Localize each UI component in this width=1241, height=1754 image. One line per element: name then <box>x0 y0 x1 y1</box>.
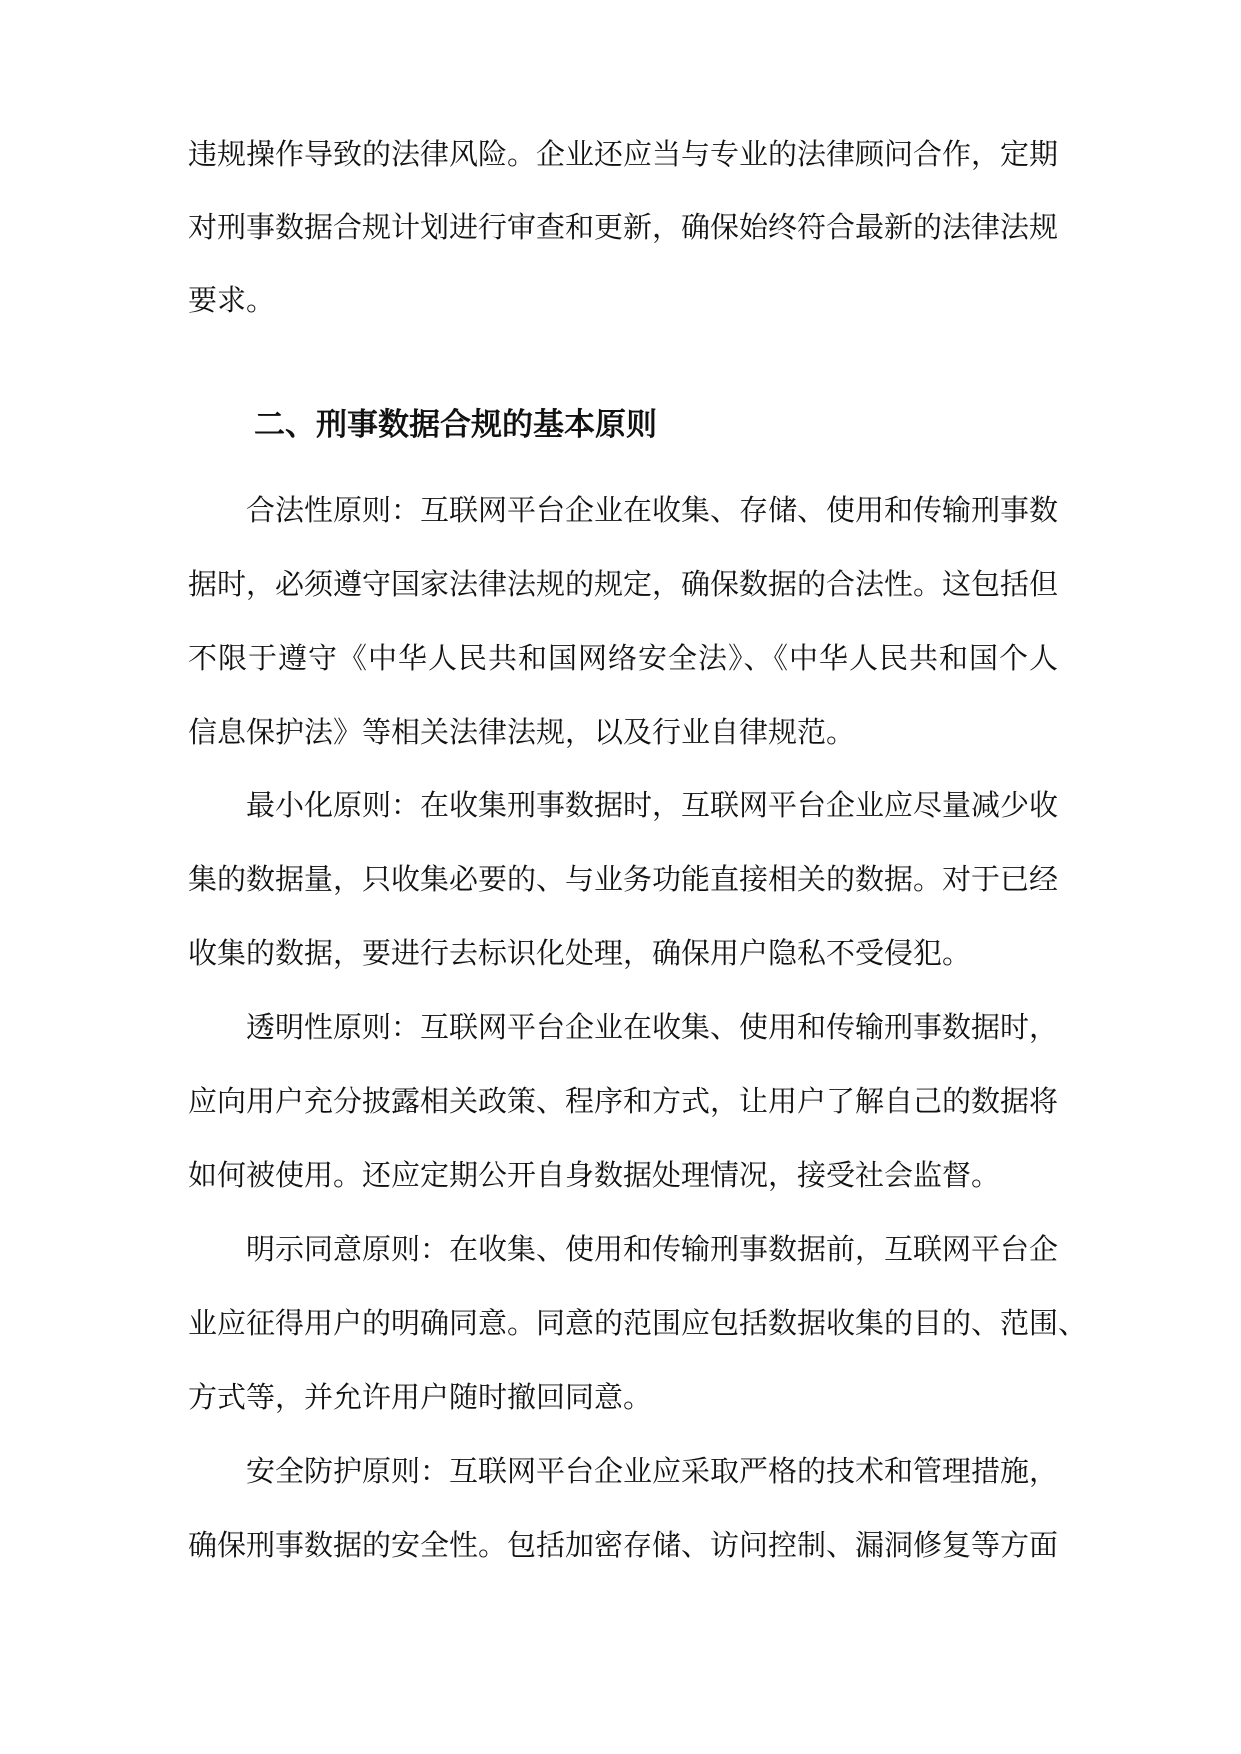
paragraph-3-line-2: 应向用户充分披露相关政策、程序和方式，让用户了解自己的数据将 <box>188 1084 1059 1118</box>
paragraph-5-line-1: 安全防护原则：互联网平台企业应采取严格的技术和管理措施， <box>246 1454 1059 1488</box>
intro-line-2: 对刑事数据合规计划进行审查和更新，确保始终符合最新的法律法规 <box>188 210 1059 244</box>
paragraph-3-line-3: 如何被使用。还应定期公开自身数据处理情况，接受社会监督。 <box>188 1158 1001 1192</box>
paragraph-3-line-1: 透明性原则：互联网平台企业在收集、使用和传输刑事数据时， <box>246 1010 1059 1044</box>
section-heading: 二、刑事数据合规的基本原则 <box>254 407 657 443</box>
paragraph-1-line-1: 合法性原则：互联网平台企业在收集、存储、使用和传输刑事数 <box>246 493 1059 527</box>
paragraph-1-line-3: 不限于遵守《中华人民共和国网络安全法》、《中华人民共和国个人 <box>188 641 1058 675</box>
intro-line-3: 要求。 <box>188 283 276 317</box>
paragraph-4-line-1: 明示同意原则：在收集、使用和传输刑事数据前，互联网平台企 <box>246 1232 1059 1266</box>
paragraph-4-line-3: 方式等，并允许用户随时撤回同意。 <box>188 1380 653 1414</box>
paragraph-2-line-3: 收集的数据，要进行去标识化处理，确保用户隐私不受侵犯。 <box>188 936 972 970</box>
paragraph-2-line-2: 集的数据量，只收集必要的、与业务功能直接相关的数据。对于已经 <box>188 862 1059 896</box>
paragraph-2-line-1: 最小化原则：在收集刑事数据时，互联网平台企业应尽量减少收 <box>246 788 1059 822</box>
intro-line-1: 违规操作导致的法律风险。企业还应当与专业的法律顾问合作，定期 <box>188 137 1059 171</box>
paragraph-5-line-2: 确保刑事数据的安全性。包括加密存储、访问控制、漏洞修复等方面 <box>188 1528 1059 1562</box>
paragraph-4-line-2: 业应征得用户的明确同意。同意的范围应包括数据收集的目的、范围、 <box>188 1306 1088 1340</box>
paragraph-1-line-4: 信息保护法》等相关法律法规，以及行业自律规范。 <box>188 715 856 749</box>
paragraph-1-line-2: 据时，必须遵守国家法律法规的规定，确保数据的合法性。这包括但 <box>188 567 1059 601</box>
